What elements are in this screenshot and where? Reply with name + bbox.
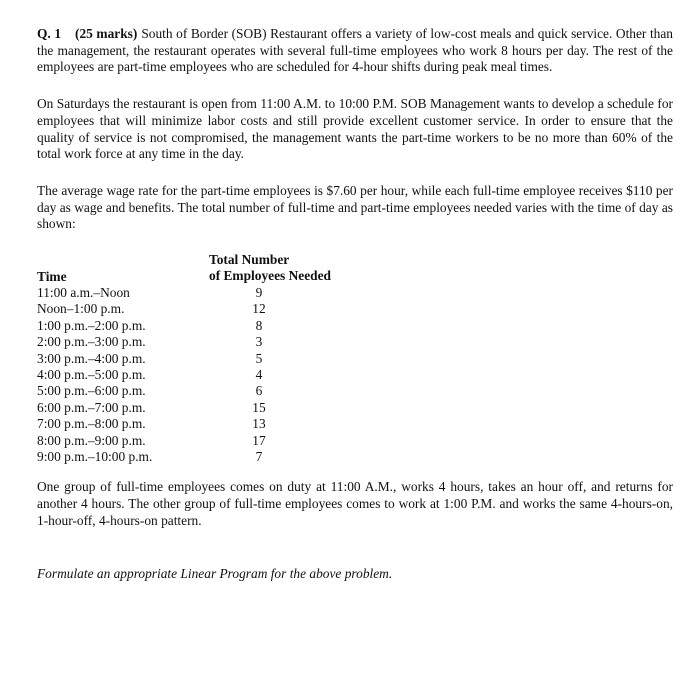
row-time: 1:00 p.m.–2:00 p.m. — [37, 317, 146, 333]
question-marks: (25 marks) — [75, 26, 138, 41]
row-time: 11:00 a.m.–Noon — [37, 285, 130, 301]
row-employees-needed: 17 — [252, 432, 266, 448]
row-time: Noon–1:00 p.m. — [37, 301, 125, 317]
row-time: 9:00 p.m.–10:00 p.m. — [37, 448, 153, 464]
row-time: 7:00 p.m.–8:00 p.m. — [37, 416, 146, 432]
question-intro-paragraph — [37, 26, 673, 76]
row-employees-needed: 3 — [255, 334, 263, 350]
row-employees-needed: 12 — [252, 301, 266, 317]
table-row — [37, 383, 357, 399]
table-row — [37, 416, 357, 432]
employee-requirements-table — [37, 252, 357, 465]
row-employees-needed: 9 — [255, 285, 263, 301]
table-row — [37, 318, 357, 334]
fulltime-groups-paragraph: One group of full-time employees comes on duty at 11:00 A.M., works 4 hours, takes an hour off, and returns for another 4 hours. The other group of full-time employees comes to work at 1:00 P.M. and works the same 4-hours-on, 1-hour-off, 4-hours-on pattern. — [37, 479, 673, 528]
row-time: 8:00 p.m.–9:00 p.m. — [37, 432, 146, 448]
row-time: 3:00 p.m.–4:00 p.m. — [37, 350, 146, 366]
row-employees-needed: 4 — [255, 366, 263, 382]
table-row — [37, 334, 357, 350]
schedule-paragraph: On Saturdays the restaurant is open from 11:00 A.M. to 10:00 P.M. SOB Management wants to develop a schedule for employees that will minimize labor costs and still provide excellent customer service. In order to ensure that the quality of service is not compromised, the management wants the part-time workers to be no more than 60% of the total work force at any time in the day. — [37, 96, 673, 162]
row-employees-needed: 8 — [255, 317, 263, 333]
table-body — [37, 285, 357, 465]
row-time: 6:00 p.m.–7:00 p.m. — [37, 399, 146, 415]
row-time: 4:00 p.m.–5:00 p.m. — [37, 366, 146, 382]
question-document — [37, 20, 673, 583]
row-employees-needed: 13 — [252, 416, 266, 432]
row-time: 5:00 p.m.–6:00 p.m. — [37, 383, 146, 399]
row-employees-needed: 7 — [255, 448, 263, 464]
table-row — [37, 433, 357, 449]
table-row — [37, 301, 357, 317]
row-employees-needed: 6 — [255, 383, 263, 399]
table-row — [37, 367, 357, 383]
question-number: Q. 1 — [37, 26, 62, 41]
table-row — [37, 449, 357, 465]
header-count-line2: of Employees Needed — [209, 268, 331, 284]
table-row — [37, 400, 357, 416]
row-employees-needed: 15 — [252, 399, 266, 415]
table-header — [37, 252, 357, 285]
header-count-line1: Total Number — [209, 252, 290, 268]
row-time: 2:00 p.m.–3:00 p.m. — [37, 334, 146, 350]
header-employees-needed — [209, 252, 341, 285]
intro-text: South of Border (SOB) Restaurant offers a variety of low-cost meals and quick service. Other than the management, the restaurant operates with several full-time employees who work 8 hours per day. The rest of the employees are part-time employees who are scheduled for 4-hour shifts during peak meal times. — [37, 26, 673, 75]
row-employees-needed: 5 — [255, 350, 263, 366]
header-time: Time — [37, 268, 67, 284]
instruction-text: Formulate an appropriate Linear Program for the above problem. — [37, 566, 393, 582]
wage-paragraph: The average wage rate for the part-time employees is $7.60 per hour, while each full-time employee receives $110 per day as wage and benefits. The total number of full-time and part-time employees needed varies with the time of day as shown: — [37, 182, 673, 232]
table-row — [37, 351, 357, 367]
table-row — [37, 285, 357, 301]
